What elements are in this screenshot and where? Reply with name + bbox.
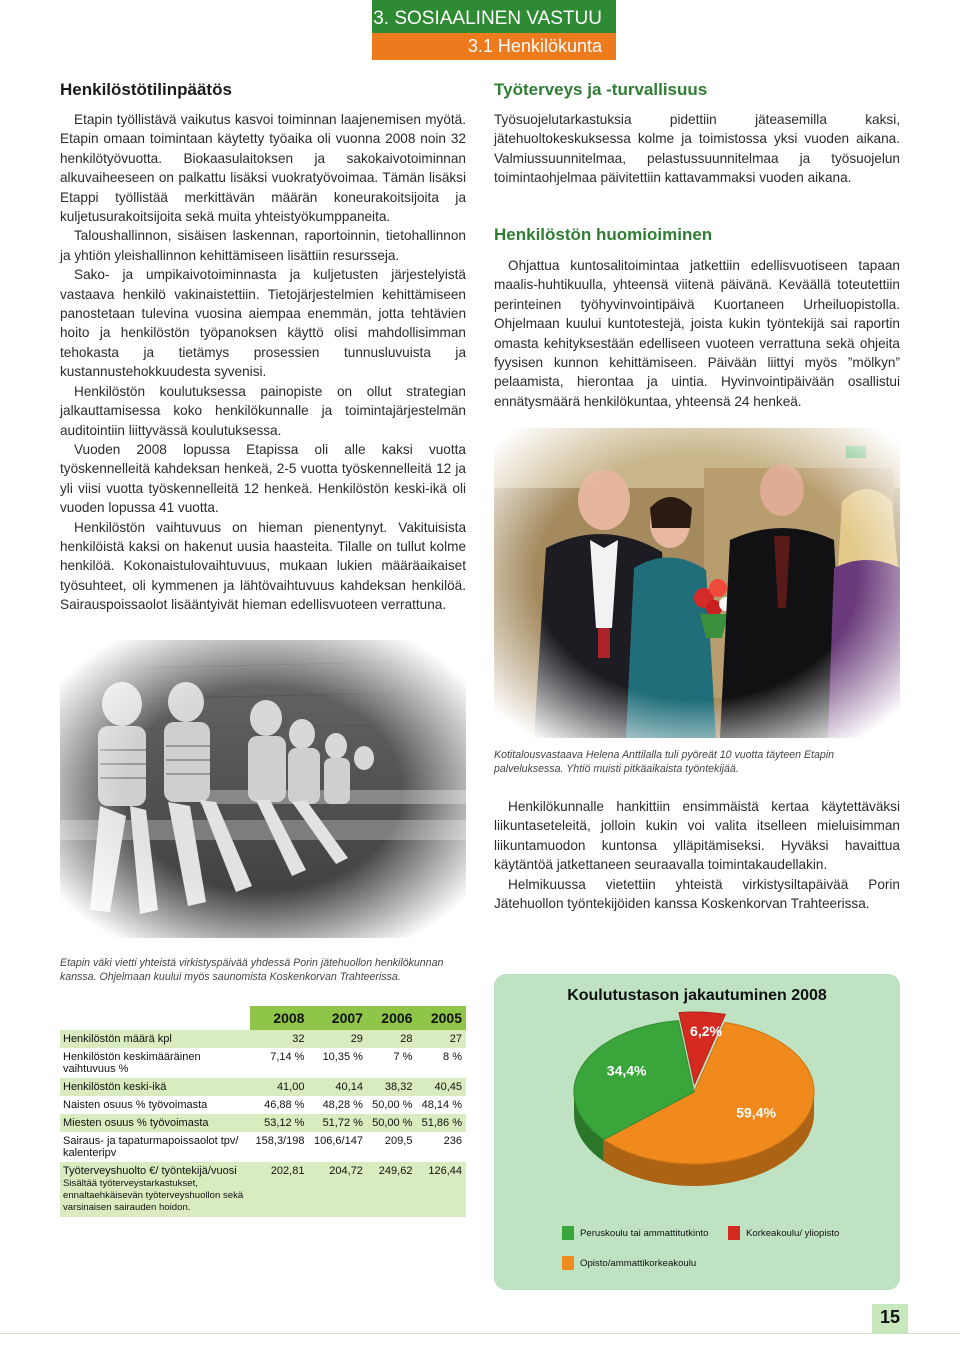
- occupational-safety-paragraph: Työsuojelutarkastuksia pidettiin jäteasemilla kaksi, jätehuoltokeskuksessa kolme ja toimistossa yksi vuoden aikana. Valmiussuunnitelmaa, pelastussuunnitelmaa ja työsuojelun toimintaohjelmaa päivitettiin kattavammaksi vuoden aikana.: [494, 112, 900, 186]
- cell-value: 53,12 %: [250, 1114, 308, 1132]
- personnel-stats-table: [60, 1006, 466, 1217]
- legend-item-basic: [562, 1226, 709, 1240]
- recreation-paragraph: Helmikuussa vietettiin yhteistä virkistysiltapäivää Porin Jätehuollon työntekijöiden kanssa Koskenkorvan Trahteerissa.: [494, 876, 900, 912]
- table-row: [60, 1132, 466, 1162]
- page-number: 15: [879, 1307, 901, 1327]
- pie-slices: [574, 1012, 814, 1186]
- legend-item-college: [562, 1256, 696, 1270]
- chart-title: Koulutustason jakautuminen 2008: [567, 987, 827, 1004]
- year-header: 2007: [308, 1006, 366, 1030]
- cell-value: 40,45: [416, 1078, 466, 1096]
- cell-value: 51,72 %: [308, 1114, 366, 1132]
- pie-data-label: 59,4%: [736, 1104, 776, 1121]
- year-header: 2008: [250, 1006, 308, 1030]
- row-label: [60, 1162, 250, 1217]
- legend-swatch: [728, 1226, 740, 1240]
- cell-value: 40,14: [308, 1078, 366, 1096]
- row-label: Henkilöstön keski-ikä: [60, 1078, 250, 1096]
- education-pie-chart: [494, 974, 900, 1214]
- cell-value: 50,00 %: [367, 1114, 417, 1132]
- left-body: [60, 110, 466, 615]
- row-label: Sairaus- ja tapaturmapoissaolot tpv/ kalenteripv: [60, 1132, 250, 1162]
- legend-item-university: [728, 1226, 839, 1240]
- left-paragraph-6: Henkilöstön vaihtuvuus on hieman pienentynyt. Vakituisista henkilöistä kaksi on hakenut uusia haasteita. Tilalle on tullut kolme henkilöä. Kokonaistulovaihtuvuus, mukaan lukien määräaikaiset työsuhteet, oli kymmenen ja lähtövaihtuvuus kahdeksan henkilöä. Sairauspoissaolot lisääntyivät hieman edellisvuoteen verrattuna.: [60, 519, 466, 613]
- legend-label: Peruskoulu tai ammattitutkinto: [580, 1227, 709, 1239]
- table-row: [60, 1162, 466, 1217]
- education-chart: [494, 974, 900, 1290]
- cell-value: 236: [416, 1132, 466, 1162]
- anniversary-photo-caption: Kotitalousvastaava Helena Anttilalla tuli pyöreät 10 vuotta täyteen Etapin palveluksessa. Yhtiö muisti pitkäaikaista työntekijää.: [494, 749, 834, 775]
- cell-value: 41,00: [250, 1078, 308, 1096]
- cell-value: 51,86 %: [416, 1114, 466, 1132]
- table-corner: [60, 1006, 250, 1030]
- legend-swatch: [562, 1256, 574, 1270]
- table-row: [60, 1078, 466, 1096]
- left-paragraph-3: Sako- ja umpikaivotoiminnasta ja kuljetusten järjestelyistä vastaava henkilö vakinaistettiin. Tietojärjestelmien kehittämiseen panostetaan tulevina vuosina aiempaa enemmän, jotta tehtävien hoito ja henkilöstön työpanoksen käyttö olisi mahdollisimman tehokasta ja tietämys prosessien tunnusluvuista ja kustannustehokkuudesta syvenisi.: [60, 267, 466, 380]
- row-label: Henkilöstön keskimääräinen vaihtuvuus %: [60, 1048, 250, 1078]
- exercise-vouchers-body: [494, 797, 900, 913]
- section-header: [372, 0, 616, 33]
- staff-care-paragraph: Ohjattua kuntosalitoimintaa jatkettiin edellisvuotiseen tapaan maalis-huhtikuulla, yhteensä viitenä päivänä. Keväällä toteutettiin perinteinen työhyvinvointipäivä Kuortaneen Urheiluopistolla. Ohjelmaan kuului kuntotestejä, joista kukin työntekijä sai raportin omasta kehityksestään edelliseen vuoteen verrattuna sekä ohjeita fyysisen kunnon kehittämiseen. Päivään liittyi myös ”mölkyn” pelaamista, hierontaa ja uintia. Hyvinvointipäivään osallistui ennätysmäärä henkilökuntaa, yhteensä 24 henkeä.: [494, 258, 900, 409]
- exercise-vouchers-paragraph: Henkilökunnalle hankittiin ensimmäistä kertaa käytettäväksi liikuntaseteleitä, jolloin kukin voi valita itselleen mieluisimman liikuntamuodon kuntonsa ylläpitämiseksi. Hyväksi havaittua käytäntöä jatkettaneen seuraavalla toimintakaudellakin.: [494, 799, 900, 873]
- sauna-photo: [60, 640, 466, 938]
- cell-value: 8 %: [416, 1048, 466, 1078]
- cell-value: 7 %: [367, 1048, 417, 1078]
- cell-value: 126,44: [416, 1162, 466, 1217]
- pie-data-label: 34,4%: [606, 1062, 647, 1079]
- cell-value: 204,72: [308, 1162, 366, 1217]
- subsection-header: [372, 33, 616, 60]
- cell-value: 46,88 %: [250, 1096, 308, 1114]
- occupational-safety-heading: Työterveys ja -turvallisuus: [494, 80, 708, 99]
- cell-value: 209,5: [367, 1132, 417, 1162]
- left-paragraph-4: Henkilöstön koulutuksessa painopiste on ollut strategian jalkauttamisessa koko henkilökunnalle ja toimintajärjestelmän auditointiin liittyvässä koulutuksessa.: [60, 383, 466, 438]
- legend-label: Korkeakoulu/ yliopisto: [746, 1227, 840, 1239]
- year-header: 2005: [416, 1006, 466, 1030]
- cell-value: 249,62: [367, 1162, 417, 1217]
- cell-value: 10,35 %: [308, 1048, 366, 1078]
- row-label: Naisten osuus % työvoimasta: [60, 1096, 250, 1114]
- left-paragraph-1: Etapin työllistävä vaikutus kasvoi toiminnan laajenemisen myötä. Etapin omaan toimintaan käytetty työaika oli vuonna 2008 noin 32 henkilötyövuotta. Biokaasulaitoksen ja sakokaivotoiminnan alkuvaiheeseen on palkattu lisäksi vuokratyövoimaa. Tämän lisäksi Etappi työllistää merkittävän määrän koneurakoitsijoita ja kuljetusurakoitsijoita sekä muita yhteistyökumppaneita.: [60, 112, 466, 225]
- left-paragraph-5: Vuoden 2008 lopussa Etapissa oli alle kaksi vuotta työskennelleitä kahdeksan henkeä, 2-5 vuotta työskennelleitä 12 ja yli viisi vuotta työskennelleitä 12 henkeä. Henkilöstön keski-ikä oli vuoden lopussa 41 vuotta.: [60, 441, 466, 516]
- anniversary-photo-image: [494, 428, 900, 738]
- table-row: [60, 1030, 466, 1048]
- section-title: 3. SOSIAALINEN VASTUU: [373, 8, 602, 29]
- anniversary-photo: [494, 428, 900, 738]
- sauna-photo-caption: Etapin väki vietti yhteistä virkistyspäivää yhdessä Porin jätehuollon henkilökunnan kanssa. Ohjelmaan kuului myös saunomista Koskenkorvan Trahteerissa.: [60, 957, 444, 983]
- footer-line: [0, 1333, 960, 1334]
- table-row: [60, 1114, 466, 1132]
- cell-value: 28: [367, 1030, 417, 1048]
- row-label: Henkilöstön määrä kpl: [60, 1030, 250, 1048]
- table-row: [60, 1096, 466, 1114]
- subsection-title: 3.1 Henkilökunta: [467, 36, 602, 56]
- row-label: Miesten osuus % työvoimasta: [60, 1114, 250, 1132]
- cell-value: 38,32: [367, 1078, 417, 1096]
- legend-label: Opisto/ammattikorkeakoulu: [580, 1257, 697, 1269]
- cell-value: 32: [250, 1030, 308, 1048]
- cell-value: 202,81: [250, 1162, 308, 1217]
- left-paragraph-2: Taloushallinnon, sisäisen laskennan, raportoinnin, tietohallinnon ja yhtiön yleishallinnon kehittämiseen lisättiin resursseja.: [60, 228, 466, 263]
- cell-value: 7,14 %: [250, 1048, 308, 1078]
- legend-swatch: [562, 1226, 574, 1240]
- cell-value: 48,28 %: [308, 1096, 366, 1114]
- pie-data-label: 6,2%: [690, 1023, 722, 1039]
- cell-value: 158,3/198: [250, 1132, 308, 1162]
- table-row: [60, 1048, 466, 1078]
- staff-care-body: [494, 256, 900, 411]
- cell-value: 27: [416, 1030, 466, 1048]
- staff-care-heading: Henkilöstön huomioiminen: [494, 225, 713, 244]
- cell-value: 50,00 %: [367, 1096, 417, 1114]
- row-label-text: Työterveyshuolto €/ työntekijä/vuosi: [63, 1165, 237, 1177]
- left-heading: Henkilöstötilinpäätös: [60, 80, 232, 99]
- cell-value: 48,14 %: [416, 1096, 466, 1114]
- year-header: 2006: [367, 1006, 417, 1030]
- occupational-safety-body: [494, 110, 900, 188]
- sauna-photo-image: [60, 640, 466, 938]
- row-note: Sisältää työterveystarkastukset, ennaltaehkäisevän työterveyshuollon sekä varsinaisen sairauden hoidon.: [63, 1178, 244, 1213]
- cell-value: 29: [308, 1030, 366, 1048]
- cell-value: 106,6/147: [308, 1132, 366, 1162]
